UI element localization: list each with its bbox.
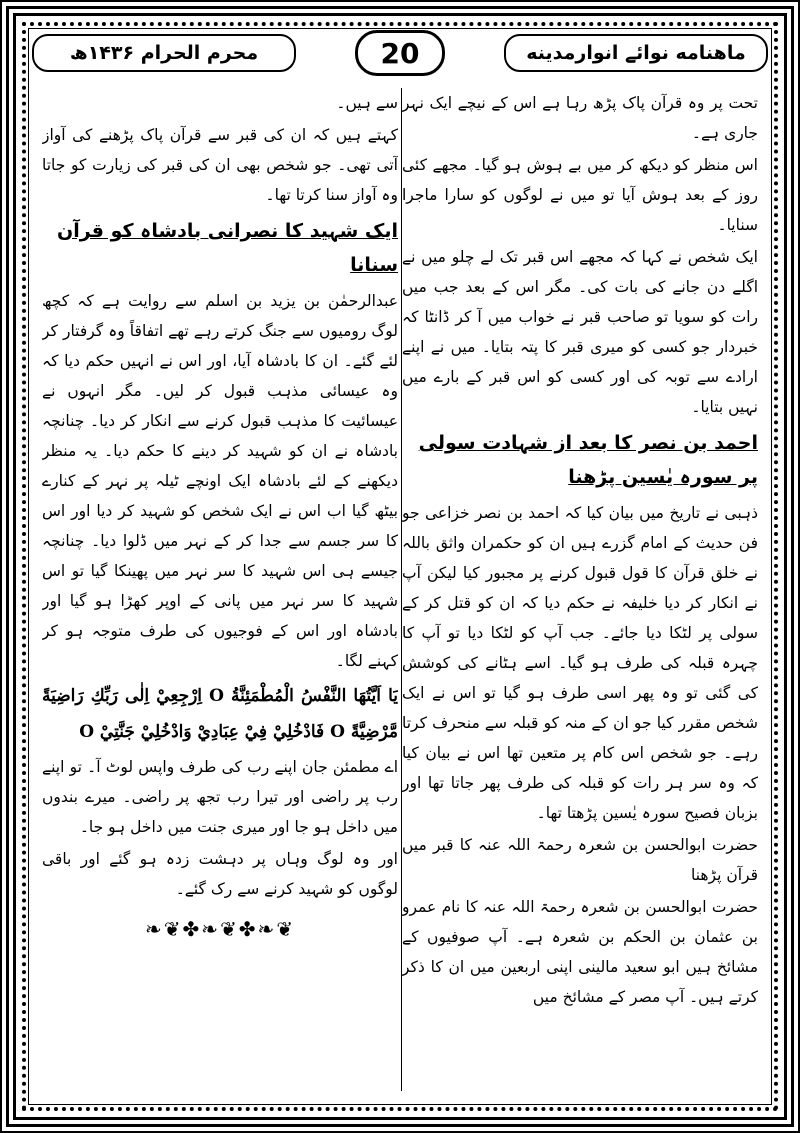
paragraph: تحت پر وہ قرآن پاک پڑھ رہا ہے اس کے نیچے ایک نہر جاری ہے۔ (402, 94, 758, 142)
page-header (32, 30, 768, 74)
paragraph: اور وہ لوگ وہاں پر دہشت زدہ ہو گئے اور باقی لوگوں کو شہید کرنے سے رک گئے۔ (42, 850, 398, 898)
right-column (402, 88, 758, 1095)
paragraph: کہتے ہیں کہ ان کی قبر سے قرآن پاک پڑھنے کی آواز آتی تھی۔ جو شخص بھی ان کی قبر کی زیارت کو جاتا وہ آواز سنا کرتا تھا۔ (42, 126, 398, 204)
subheading: حضرت ابوالحسن بن شعرہ رحمۃ اللہ عنہ کا قبر میں قرآن پڑھنا (402, 836, 758, 884)
magazine-title: ماهنامه نوائے انوارمدینه (504, 34, 768, 72)
paragraph: ذہبی نے تاریخ میں بیان کیا کہ احمد بن نصر خزاعی جو فن حدیث کے امام گزرے ہیں ان کو حکمران واثق باللہ نے خلق قرآن کا قول قبول کرنے پر مجبور کیا لیکن آپ نے انکار کر دیا خلیفہ نے حکم دیا کہ ان کو قتل کر کے سولی پر لٹکا دیا جائے۔ جب آپ کو لٹکا دیا تو آپ کا چہرہ قبلہ کی طرف ہو گیا۔ اسے ہٹانے کی کوشش کی گئی تو وہ پھر اسی طرف ہو گیا تو اس نے ایک شخص مقرر کیا جو ان کے منہ کو قبلہ سے منحرف کرتا رہے۔ جو شخص اس کام پر متعین تھا اس نے بیان کیا کہ وہ سر ہر رات کو قبلہ کی طرف پھر جاتا تھا اور بزبان فصیح سورہ یٰسین پڑھتا تھا۔ (402, 504, 758, 822)
issue-date: محرم الحرام ۱۴۳۶ھ (32, 34, 296, 72)
section-heading: ایک شہید کا نصرانی بادشاہ کو قرآن سنانا (57, 220, 398, 276)
paragraph: اس منظر کو دیکھ کر میں بے ہوش ہو گیا۔ مجھے کئی روز کے بعد ہوش آیا تو میں نے لوگوں کو سارا ماجرا سنایا۔ (402, 156, 758, 234)
page-number: 20 (355, 30, 445, 76)
paragraph: حضرت ابوالحسن بن شعرہ رحمۃ اللہ عنہ کا نام عمرو بن عثمان بن الحکم بن شعرہ ہے۔ آپ صوفیوں کے مشائخ ہیں ابو سعید مالینی اپنی اربعین میں ان کا ذکر کرتے ہیں۔ آپ مصر کے مشائخ میں (402, 898, 758, 1006)
paragraph: ایک شخص نے کہا کہ مجھے اس قبر تک لے چلو میں نے اگلے دن جانے کی بات کی۔ مگر اس کے بعد جب میں رات کو سویا تو صاحب قبر نے خواب میں آ کر ڈانٹا کہ خبردار جو کسی کو میری قبر کا پتہ بتایا۔ میں نے اپنے ارادے سے توبہ کی اور کسی کو اس قبر کے بارے میں نہیں بتایا۔ (402, 248, 758, 416)
paragraph: اے مطمئن جان اپنے رب کی طرف واپس لوٹ آ۔ تو اپنے رب پر راضی اور تیرا رب تجھ پر راضی۔ میرے بندوں میں داخل ہو جا اور میری جنت میں داخل ہو جا۔ (42, 758, 398, 836)
closing-ornament: ❦❧✤❦❧✤❦❧ (144, 917, 296, 941)
column-divider (401, 88, 402, 1091)
left-column (42, 88, 398, 1095)
section-heading: احمد بن نصر کا بعد از شہادت سولی پر سورہ یٰسین پڑھنا (418, 432, 758, 488)
paragraph: سے ہیں۔ (336, 94, 398, 112)
quran-verse: يَا اَيَّتُهَا النَّفْسُ الْمُطْمَئِنَّةُ O اِرْجِعِيْ اِلٰى رَبِّكِ رَاضِيَةً مَّرْضِيَّةً O فَادْخُلِيْ فِيْ عِبَادِيْ وَادْخُلِيْ جَنَّتِيْ O (42, 686, 398, 742)
paragraph: عبدالرحمٰن بن یزید بن اسلم سے روایت ہے کہ کچھ لوگ رومیوں سے جنگ کرتے رہے تھے اتفاقاً وہ گرفتار کر لئے گئے۔ ان کا بادشاہ آیا، اور اس نے انہیں حکم دیا کہ وہ عیسائی مذہب قبول کر لیں۔ مگر انہوں نے عیسائیت کا مذہب قبول کرنے سے انکار کر دیا۔ چنانچہ بادشاہ نے ان کو شہید کر دینے کا حکم دیا۔ یہ منظر دیکھنے کے لئے بادشاہ ایک اونچے ٹیلہ پر نہر کے کنارے بیٹھ گیا اب اس نے ایک شخص کو شہید کر دیا اور اس کا سر جسم سے جدا کر کے نہر میں ڈلوا دیا۔ چنانچہ جیسے ہی اس شہید کا سر نہر میں پھینکا گیا تو اس شہید کا سر نہر میں پانی کے اوپر کھڑا ہو گیا اور بادشاہ اور اس کے فوجیوں کی طرف متوجہ ہو کر کہنے لگا۔ (42, 292, 398, 670)
